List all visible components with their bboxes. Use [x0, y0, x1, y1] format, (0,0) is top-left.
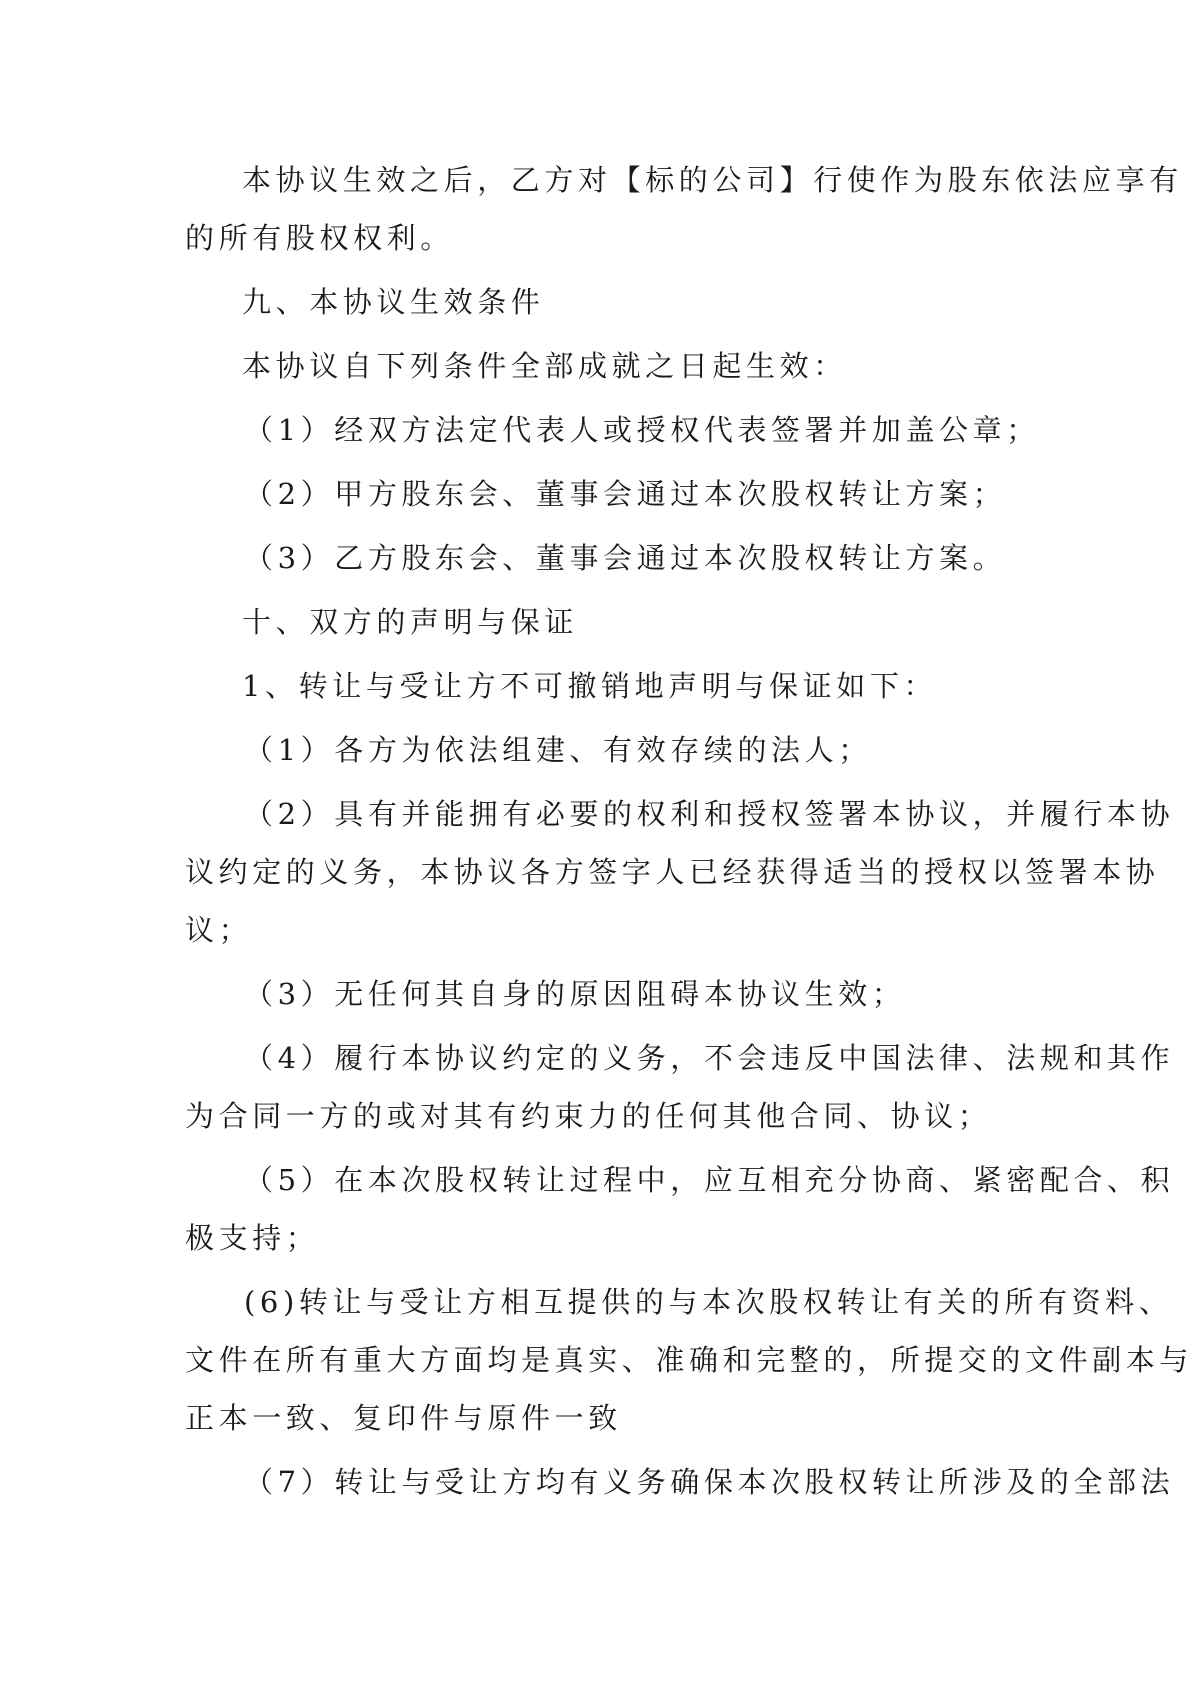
paragraph-line: 的所有股权权利。 [185, 221, 454, 255]
paragraph-line: 文件在所有重大方面均是真实、准确和完整的，所提交的文件副本与 [185, 1343, 1194, 1377]
list-item: （5）在本次股权转让过程中，应互相充分协商、紧密配合、积 [244, 1163, 1175, 1197]
paragraph-line: 正本一致、复印件与原件一致 [185, 1401, 622, 1435]
paragraph-line: 1、转让与受让方不可撤销地声明与保证如下： [242, 669, 938, 703]
list-item: （2）甲方股东会、董事会通过本次股权转让方案； [244, 477, 1007, 511]
list-item: （7）转让与受让方均有义务确保本次股权转让所涉及的全部法 [244, 1465, 1175, 1499]
paragraph-line: 本协议自下列条件全部成就之日起生效： [242, 349, 847, 383]
list-item: (6)转让与受让方相互提供的与本次股权转让有关的所有资料、 [244, 1285, 1173, 1319]
list-item: （3）乙方股东会、董事会通过本次股权转让方案。 [244, 541, 1007, 575]
list-item: （4）履行本协议约定的义务，不会违反中国法律、法规和其作 [244, 1041, 1175, 1075]
section-heading: 九、本协议生效条件 [242, 285, 545, 319]
list-item: （1）经双方法定代表人或授权代表签署并加盖公章； [244, 413, 1040, 447]
list-item: （2）具有并能拥有必要的权利和授权签署本协议，并履行本协 [244, 797, 1175, 831]
list-item: （1）各方为依法组建、有效存续的法人； [244, 733, 872, 767]
paragraph-line: 本协议生效之后，乙方对【标的公司】行使作为股东依法应享有 [242, 163, 1183, 197]
section-heading: 十、双方的声明与保证 [242, 605, 579, 639]
paragraph-line: 议约定的义务，本协议各方签字人已经获得适当的授权以签署本协 [185, 855, 1160, 889]
list-item: （3）无任何其自身的原因阻碍本协议生效； [244, 977, 906, 1011]
paragraph-line: 议； [185, 913, 253, 947]
paragraph-line: 为合同一方的或对其有约束力的任何其他合同、协议； [185, 1099, 992, 1133]
paragraph-line: 极支持； [185, 1221, 320, 1255]
